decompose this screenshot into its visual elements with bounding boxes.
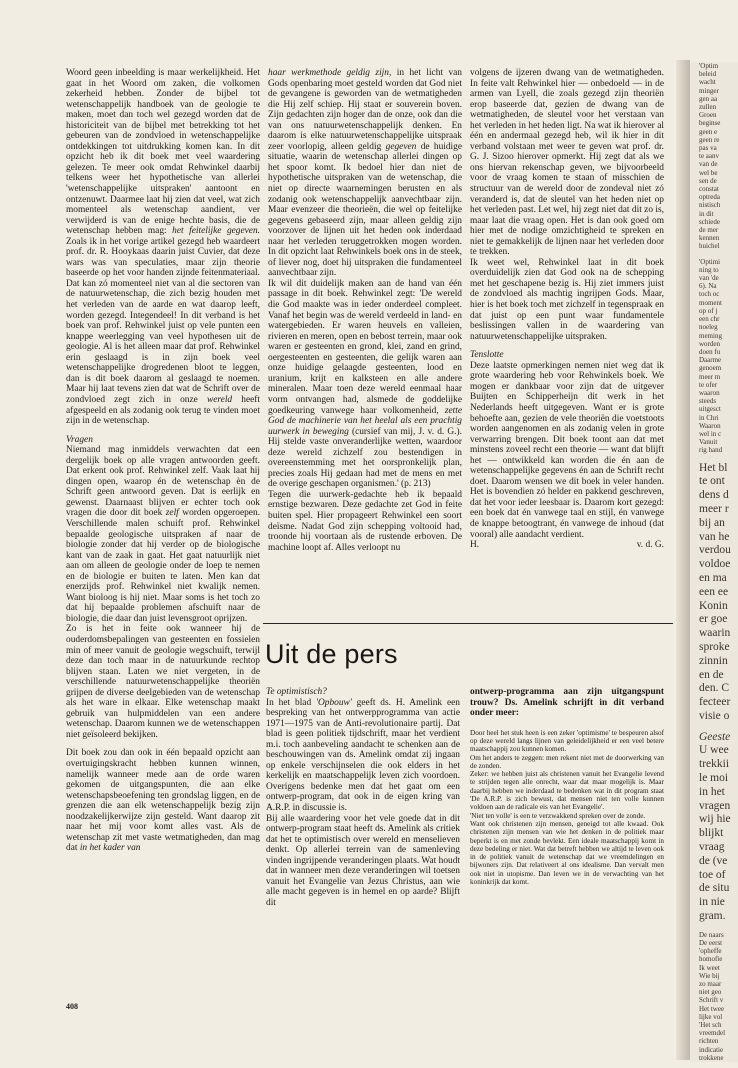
adjacent-text-line: Ik weet (699, 963, 720, 972)
adjacent-text-line: constat (699, 185, 719, 194)
adjacent-text-line: trekkii (699, 758, 730, 771)
adjacent-text-line: Vanuit (699, 438, 718, 447)
paragraph: haar werkmethode geldig zijn, in het licht van Gods openbaring moet gesteld worden dat God niet de gevangene is geworden van de wetmatigheden die Hij zelf schiep. Hij staat er souverein boven. Zijn gedachten zijn hoger dan de onze, ook dan die van ons natuurwetenschappelijk denken. En daarom is elke natuurwetenschappelijke uitspraak zeer voorlopig, alleen geldig gegeven de huidige situatie, waarin de wetenschap allerlei dingen op het spoor komt. Ik bedoel hier dan niet de hypothetische uitspraken van de wetenschap, die niet op directe waarnemingen berusten en als zodanig ook wetenschappelijk aanvechtbaar zijn. Maar evenzeer die theorieën, die wel op feitelijke gegevens gebaseerd zijn, maar alleen geldig zijn voorzover de lijnen uit het heden ook inderdaad naar het verleden teruggetrokken mogen worden. In dit opzicht laat Rehwinkels boek ons in de steek, of liever nog, doet hij uitspraken die fundamenteel aanvechtbaar zijn. (268, 68, 463, 279)
adjacent-text-line: in Chri (699, 413, 719, 422)
subheading-vragen: Vragen (66, 434, 93, 445)
adjacent-text-line: gen aa (699, 94, 718, 103)
adjacent-text-line: uitgesct (699, 405, 721, 414)
adjacent-text-line: 'Het sch (699, 1021, 722, 1030)
adjacent-text-line: le moi (699, 772, 729, 785)
adjacent-text-line: Daarme (699, 356, 722, 365)
adjacent-text-line: minger (699, 86, 719, 95)
adjacent-text-block (690, 462, 738, 724)
adjacent-text-line: meming (699, 331, 722, 340)
adjacent-text-line: meer r (699, 502, 729, 515)
adjacent-subheading: Geeste (699, 730, 731, 743)
adjacent-text-line: beleid (699, 70, 717, 79)
adjacent-text-line: te ont (699, 475, 725, 488)
adjacent-text-line: fecteer (699, 696, 731, 709)
adjacent-text-line: Wie bij (699, 971, 720, 980)
paragraph: Zo is het in feite ook wanneer hij de ouderdomsbepalingen van gesteenten en fossielen min of meer vanuit de geologie wegschuift, terwijl deze dan toch maar in de natuurkunde rechtop blijven staan. Laten we niet vergeten, in de verschillende natuurwetenschappelijke theoriën grijpen de diverse deelgebieden van de wetenschap als het ware in elkaar. Elke wetenschap maakt gebruik van hulpmiddelen van een andere wetenschap. Daarom kunnen we de wetenschappen niet geïsoleerd bekijken. (66, 624, 260, 740)
article-column-1 (66, 68, 260, 854)
adjacent-text-line: indicatie (699, 1045, 724, 1054)
paragraph: Tegen die uurwerk-gedachte heb ik bepaald ernstige bezwaren. Deze gedachte zet God in feite buiten spel. Hier propageert Rehwinkel een soort deïsme. Nadat God zijn schepping voltooid had, troonde hij voortaan als de rustende erboven. De machine loopt af. Alles verloopt nu (268, 489, 462, 553)
adjacent-text-line: sproke (699, 640, 730, 653)
adjacent-text-line: De eerst (699, 939, 723, 948)
adjacent-text-line: geen re (699, 135, 720, 144)
paragraph: ontwerp-programma aan zijn uitgangspunt trouw? Ds. Amelink schrijft in dit verband onder meer: (470, 687, 664, 719)
paragraph: Ik weet wel, Rehwinkel laat in dit boek overduidelijk zien dat God ook na de schepping met het geschapene bezig is. Hij ziet immers juist de zondvloed als machtig ingrijpen Gods. Maar, hier is het boek toch met zichzelf in tegenspraak en dat juist op een punt waar fundamentele beslissingen vallen in de waardering van natuurwetenschappelijke uitspraken. (470, 257, 664, 342)
adjacent-text-line: de situ (699, 882, 730, 895)
adjacent-text-line: moment (699, 298, 722, 307)
adjacent-text-line: wel be (699, 168, 718, 177)
adjacent-text-line: ning to (699, 265, 719, 274)
adjacent-text-line: zinnin (699, 654, 728, 667)
adjacent-text-line: toch oc (699, 290, 720, 299)
paragraph: volgens de ijzeren dwang van de wetmatigheden. In feite valt Rehwinkel hier — onbedoeld — in de armen van Lyell, die zoals gezegd zijn theoriën erop baseerde dat, gezien de dwang van de wetmatigheden, de sleutel voor het verstaan van het verleden in het heden ligt. Na wat ik hierover al één en andermaal gezegd heb, wil ik hier in dit verband volstaan met weer te geven wat prof. dr. G. J. Sizoo hierover opmerkt. Hij zegt dat als we ons hiervan rekenschap geven, we bijvoorbeeld voor de vraag komen te staan of misschien de structuur van de wereld door de zondeval niet zó veranderd is, dat de sleutel van het heden niet op het verleden past. Let wel, hij zegt niet dat dit zo is, maar laat die vraag open. Het is dan ook goed om hier met de nodige omzichtigheid te spreken en niet te gemakkelijk de lijnen naar het verleden door te trekken. (470, 68, 664, 258)
adjacent-text-line: zo maar (699, 980, 722, 989)
adjacent-text-line: waarin (699, 627, 731, 640)
adjacent-text-line: nistisch (699, 201, 721, 210)
adjacent-text-line: verdou (699, 544, 731, 557)
adjacent-text-line: vraag (699, 841, 725, 854)
adjacent-text-line: in nie (699, 896, 725, 909)
adjacent-text-line: blijkt (699, 827, 724, 840)
adjacent-text-line: gram. (699, 910, 726, 923)
adjacent-text-line: optreda (699, 193, 720, 202)
adjacent-page-edge (690, 62, 738, 1062)
binding-shadow (676, 60, 690, 1060)
adjacent-text-line: en ma (699, 571, 727, 584)
adjacent-text-line: den. C (699, 682, 730, 695)
adjacent-text-line: te ofer (699, 380, 718, 389)
press-column-2 (470, 687, 664, 886)
paragraph: Niemand mag inmiddels verwachten dat een dergelijk boek op alle vragen antwoorden geeft. Dat erkent ook prof. Rehwinkel zelf. Vaak laat hij dingen open, waarop én de wetenschap èn de Schrift geen antwoord geven. Dat is eerlijk en gewenst. Daarnaast blijven er echter toch ook vragen die door dit boek zelf worden opgeroepen. Verschillende malen schuift prof. Rehwinkel bepaalde geologische uitspraken af naar de biologie zonder dat hij verder op de biologische kant van de zaak in gaat. Het gaat natuurlijk niet aan om alleen de geologie onder de loep te nemen en de biologie er buiten te laten. Men kan dat enerzijds prof. Rehwinkel niet kwalijk nemen. Want bioloog is hij niet. Maar soms is het toch zo dat hij bepaalde problemen afschuift naar de biologie, die daar dan juist levensgroot oprijzen. (66, 445, 260, 624)
adjacent-text-line: beginse (699, 119, 721, 128)
adjacent-text-line: 'Optimi (699, 257, 721, 266)
adjacent-text-line: vreemdel (699, 1029, 726, 1038)
adjacent-text-line: wacht (699, 78, 716, 87)
paragraph: Deze laatste opmerkingen nemen niet weg dat ik grote waardering heb voor Rehwinkels boek. We mogen er dankbaar voor zijn dat de uitgever Buijten en Schipperheijn dit werk in het Nederlands heeft uitgegeven. Want er is grote behoefte aan, gezien de vele theoriën die voetstoots worden aangenomen en als zodanig velen in grote verwarring brengen. Dit boek toont aan dat met minstens zoveel recht een theorie — want dat blijft het — ontwikkeld kan worden die én aan de wetenschappelijke gegevens én aan de Schrift recht doet. Daarom wensen we dit boek in veler handen. Het is bovendien zó helder en pakkend geschreven, dat het voor ieder leesbaar is. Daarom kort gezegd: een boek dat én vanwege taal en stijl, én vanwege de knappe betoogtrant, én vanwege de inhoud (dat vooral) alle aandacht verdient. (470, 360, 664, 540)
adjacent-text-line: te aanv (699, 152, 720, 161)
adjacent-text-line: sen de (699, 176, 717, 185)
adjacent-text-line: zullen (699, 103, 717, 112)
adjacent-text-line: 'Optim (699, 62, 719, 70)
adjacent-text-line: 'opheffe (699, 947, 722, 956)
adjacent-text-line: bij an (699, 516, 725, 529)
adjacent-text-line: een chr (699, 315, 720, 324)
adjacent-text-line: niet geo (699, 988, 722, 997)
adjacent-text-line: vragen (699, 799, 731, 812)
author-signature: H. v. d. G. (470, 540, 664, 551)
adjacent-text-line: De naars (699, 930, 724, 939)
subheading-te-optimistisch: Te optimistisch? (266, 687, 327, 697)
adjacent-text-line: steeds (699, 397, 717, 406)
section-heading: Uit de pers (265, 639, 398, 669)
adjacent-text-line: de (ve (699, 854, 728, 867)
adjacent-text-block (690, 258, 738, 455)
adjacent-text-line: meer m (699, 372, 721, 381)
adjacent-text-line: visie o (699, 709, 730, 722)
paragraph: Woord geen inbeelding is maar werkelijkheid. Het gaat in het Woord om zaken, die volkomen zekerheid hebben. Zonder de bijbel tot wetenschappelijk handboek van de geologie te maken, moet dan toch wel gezegd worden dat de historiciteit van de bijbel met betrekking tot het gebeuren van de zondvloed in wetenschappelijke ontdekkingen tot uitdrukking komen kan. In dit opzicht heb ik dit boek met veel waardering gelezen. Te meer ook omdat Rehwinkel daarbij telkens weer het hypothetische van allerlei 'wetenschappelijke uitspraken' aantoont en ontzenuwt. Daarmee laat hij zien dat veel, wat zich momenteel als wetenschap aandient, ver verwijderd is van de enige hechte basis, die de wetenschap hebben mag: het feitelijke gegeven. Zoals ik in het vorige artikel gezegd heb waardeert prof. dr. R. Hooykaas daarin juist Cuvier, dat deze wars was van speculaties, maar zijn theorie baseerde op het voor handen zijnde feitenmateriaal. Dat kan zó momenteel niet van al die sectoren van de natuurwetenschap, die zich bezig houden met het verleden van de aarde en wat daarop leeft, worden gezegd. Integendeel! In dit verband is het boek van prof. Rehwinkel juist op vele punten een knappe weerlegging van veel hypothesen uit de geologie. Al is het alleen maar dat prof. Rehwinkel erin geslaagd is in zijn boek veel wetenschappelijke drogredenen bloot te leggen, dan is dit boek daarom al geslaagd te noemen. Maar hij laat tevens zien dat wat de Schrift over de zondvloed zegt zich in onze wereld heeft afgespeeld en als zodanig ook terug te vinden moet zijn in de wetenschap. (66, 68, 260, 427)
adjacent-text-block (690, 744, 738, 923)
press-column-1 (266, 687, 460, 908)
adjacent-text-line: wij hie (699, 813, 731, 826)
adjacent-text-line: U wee (699, 744, 729, 757)
paragraph: Bij alle waardering voor het vele goede dat in dit ontwerp-program staat heeft ds. Amelink als critiek dat het te optimistisch over wereld en menselieven denkt. Op allerlei terrein van de samenleving vinden ingrijpende veranderingen plaats. Wat houdt dat in wanneer men deze veranderingen wil toetsen vanuit het Evangelie van Jezus Christus, aan wie alle macht gegeven is in hemel en op aarde? Blijft dit (266, 813, 460, 908)
adjacent-text-line: noeleg (699, 323, 718, 332)
article-column-2 (268, 68, 462, 553)
adjacent-text-line: schiede (699, 217, 720, 226)
adjacent-text-line: kennen (699, 234, 720, 243)
adjacent-text-line: toe of (699, 868, 726, 881)
adjacent-text-line: genoem (699, 364, 722, 373)
adjacent-text-line: trokkene (699, 1053, 724, 1062)
adjacent-text-line: worden (699, 339, 720, 348)
paragraph: In het blad 'Opbouw' geeft ds. H. Amelink een bespreking van het ontwerpprogramma van actie 1971—1975 van de Anti-revolutionaire partij. Dat blad is geen politiek tijdschrift, maar het verdient m.i. toch aanbeveling aandacht te schenken aan de beschouwingen van ds. Amelink omdat zij ingaan op enkele verschijnselen die ook elders in het kerkelijk en maatschappelijk leven zich voordoen. Overigens bedenke men dat het gaat om een ontwerp-program, dat ook in de eigen kring van A.R.P. in discussie is. (266, 697, 460, 814)
adjacent-text-line: lijke vol (699, 1012, 723, 1021)
adjacent-text-line: huichel (699, 242, 720, 251)
adjacent-text-line: in het (699, 785, 725, 798)
adjacent-text-line: Waaron (699, 421, 721, 430)
adjacent-text-line: in dit (699, 209, 714, 218)
adjacent-text-line: dens d (699, 489, 729, 502)
paragraph: Dit boek zou dan ook in één bepaald opzicht aan overtuigingskracht hebben kunnen winnen, namelijk wanneer mede aan de orde waren gekomen de uitgangspunten, die aan elke wetenschapsbeoefening ten grondslag liggen, en de grenzen die aan elk wetenschappelijk bezig zijn noodzakelijkerwijze zijn gesteld. Want daarop zit naar het mij voor komt alles vast. Als de wetenschap zit met vaste wetmatigheden, dan mag dat in het kader van (66, 748, 260, 854)
paragraph: Ik wil dit duidelijk maken aan de hand van één passage in dit boek. Rehwinkel zegt: 'De wereld die God maakte was in ieder onderdeel compleet. Vanaf het begin was de wereld verdeeld in land- en watergebieden. Er waren heuvels en valleien, rivieren en meren, open en bebost terrein, maar ook waren er gesteenten en grond, klei, zand en grind, oergesteenten en gesteenten, die gelijk waren aan onze huidige gelaagde gesteenten, lood en uranium, krijt en kalksteen en alle andere mineralen. Maar toen deze wereld eenmaal haar vorm ontvangen had, alsmede de goddelijke goedkeuring vanwege haar volkomenheid, zette God de machinerie van het heelal als een prachtig uurwerk in beweging (cursief van mij, J. v. d. G.). Hij stelde vaste onveranderlijke wetten, waardoor deze wereld zichzelf zou bestendigen in overeenstemming met het oorspronkelijk plan, precies zoals Hij gedaan had met de mens en met de overige geschapen organismen.' (p. 213) (268, 278, 463, 490)
adjacent-text-line: van de (699, 160, 718, 169)
adjacent-text-line: rig hand (699, 446, 723, 455)
article-column-3 (470, 68, 664, 551)
quotation: Door heel het stuk heen is een zeker 'optimisme' te bespeuren alsof op deze wereld langs lijnen van geleidelijkheid er een veel betere maatschappij zou kunnen komen. Om het anders te zeggen: men rekent niet met de doorwerking van de zonden. Zeker: we hebben juist als christenen vanuit het Evangelie levend te strijden tegen alle onrecht, waar dat maar mogelijk is. Maar daarbij hebben we inderdaad te bedenken wat in dit program staat 'De A.R.P. is zich bewust, dat mensen niet ten volle kunnen voldoen aan de radicale eis van het Evangelie'. 'Niet ten volle' is een te verzwakkend spreken over de zonde. Want ook christenen zijn mensen, geneigd tot alle kwaad. Ook christenen zijn mensen van wie het denken in de politiek maar beperkt is en met zonde bevlekt. Een ideale maatschappij komt in deze bedeling er niet. Wat dat betreft hebben we altijd te leven ook in de politiek vanuit de wetenschap dat we vreemdelingen en bijwoners zijn. Dat relativeert al ons idealisme. Dan vervalt men ook niet in utopisme. Dan leven we in de verwachting van het koninkrijk dat komt. (470, 728, 664, 886)
adjacent-text-line: voldoe (699, 558, 731, 571)
adjacent-text-line: er goe (699, 613, 728, 626)
adjacent-text-line: 6). Na (699, 282, 717, 291)
adjacent-text-line: Groen (699, 111, 717, 120)
adjacent-text-line: van he (699, 530, 730, 543)
adjacent-text-line: van 'de (699, 274, 719, 283)
adjacent-text-line: Schrift v (699, 996, 724, 1005)
adjacent-text-line: en de (699, 668, 724, 681)
subheading-tenslotte: Tenslotte (470, 350, 504, 361)
adjacent-text-line: Het bl (699, 461, 728, 474)
adjacent-text-line: geen e (699, 127, 718, 136)
adjacent-text-line: homofie (699, 955, 723, 964)
adjacent-text-line: een ee (699, 585, 729, 598)
page-number: 408 (66, 1002, 78, 1011)
adjacent-text-line: Konin (699, 599, 728, 612)
adjacent-text-line: Het twee (699, 1004, 725, 1013)
adjacent-text-line: richten (699, 1037, 719, 1046)
adjacent-text-line: op of j (699, 306, 718, 315)
adjacent-text-line: de mer (699, 226, 719, 235)
adjacent-text-line: pas va (699, 144, 717, 153)
adjacent-text-line: doen fu (699, 347, 721, 356)
adjacent-text-line: wel in c (699, 429, 722, 438)
adjacent-text-block (690, 931, 738, 1062)
adjacent-text-line: waaron (699, 388, 720, 397)
section-divider (263, 623, 673, 624)
adjacent-text-block (690, 62, 738, 251)
